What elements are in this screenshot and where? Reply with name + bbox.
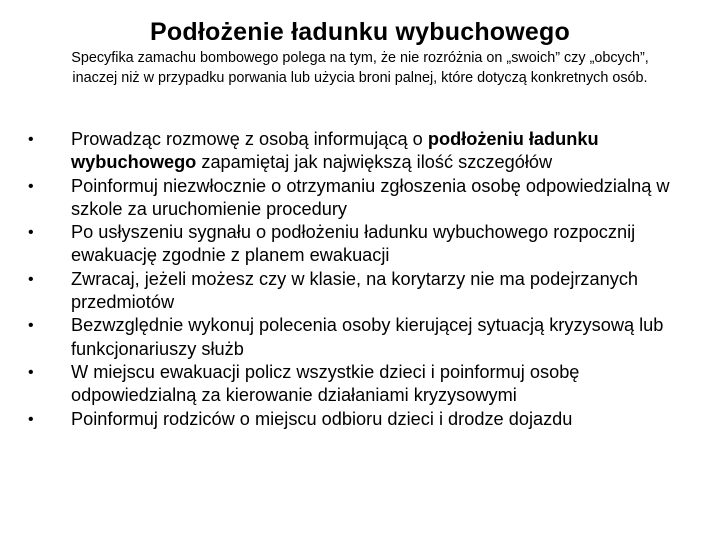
bullet-text [71, 315, 663, 358]
bullet-item [28, 314, 678, 360]
slide-subtitle: Specyfika zamachu bombowego polega na tym, że nie rozróżnia on „swoich” czy „obcych”, inaczej niż w przypadku porwania lub użycia broni palnej, które dotyczą konkretnych osób. [71, 50, 649, 86]
bullet-text-bold: podłożeniu ładunku wybuchowego [71, 129, 599, 173]
bullet-icon: • [28, 224, 34, 242]
bullet-text [71, 409, 572, 429]
bullet-icon: • [28, 131, 34, 148]
bullet-item [28, 408, 678, 431]
bullet-text-part: zapamiętaj jak największą ilość szczegółów [196, 152, 553, 173]
slide-title: Podłożenie ładunku wybuchowego [150, 18, 570, 46]
bullet-text [71, 269, 638, 312]
bullet-item [28, 361, 678, 407]
bullet-text [71, 176, 670, 219]
bullet-text [71, 222, 635, 265]
bullet-text-part: Poinformuj niezwłocznie o otrzymaniu zgłoszenia osobę odpowiedzialną w szkole za uruchomienie procedury [71, 175, 670, 219]
bullet-item [28, 268, 678, 314]
bullet-icon: • [28, 363, 34, 381]
bullet-icon: • [28, 270, 34, 288]
bullet-item [28, 221, 678, 267]
bullet-text-part: Bezwzględnie wykonuj polecenia osoby kierującej sytuacją kryzysową lub funkcjonariuszy służb [71, 315, 664, 359]
bullet-text-part: Poinformuj rodziców o miejscu odbioru dzieci i drodze dojazdu [71, 408, 573, 429]
bullet-text-part: Po usłyszeniu sygnału o podłożeniu ładunku wybuchowego rozpocznij ewakuację zgodnie z planem ewakuacji [71, 222, 636, 266]
bullet-icon: • [28, 317, 34, 335]
bullet-list [28, 128, 678, 431]
bullet-item [28, 128, 678, 174]
bullet-item [28, 175, 678, 221]
bullet-text [71, 362, 579, 405]
bullet-icon: • [28, 410, 34, 428]
bullet-text [71, 129, 599, 172]
bullet-text-part: Zwracaj, jeżeli możesz czy w klasie, na korytarzy nie ma podejrzanych przedmiotów [71, 268, 639, 312]
bullet-text-part: Prowadząc rozmowę z osobą informującą o [71, 129, 428, 149]
bullet-icon: • [28, 177, 34, 195]
bullet-text-part: W miejscu ewakuacji policz wszystkie dzieci i poinformuj osobę odpowiedzialną za kierowanie działaniami kryzysowymi [71, 361, 580, 406]
